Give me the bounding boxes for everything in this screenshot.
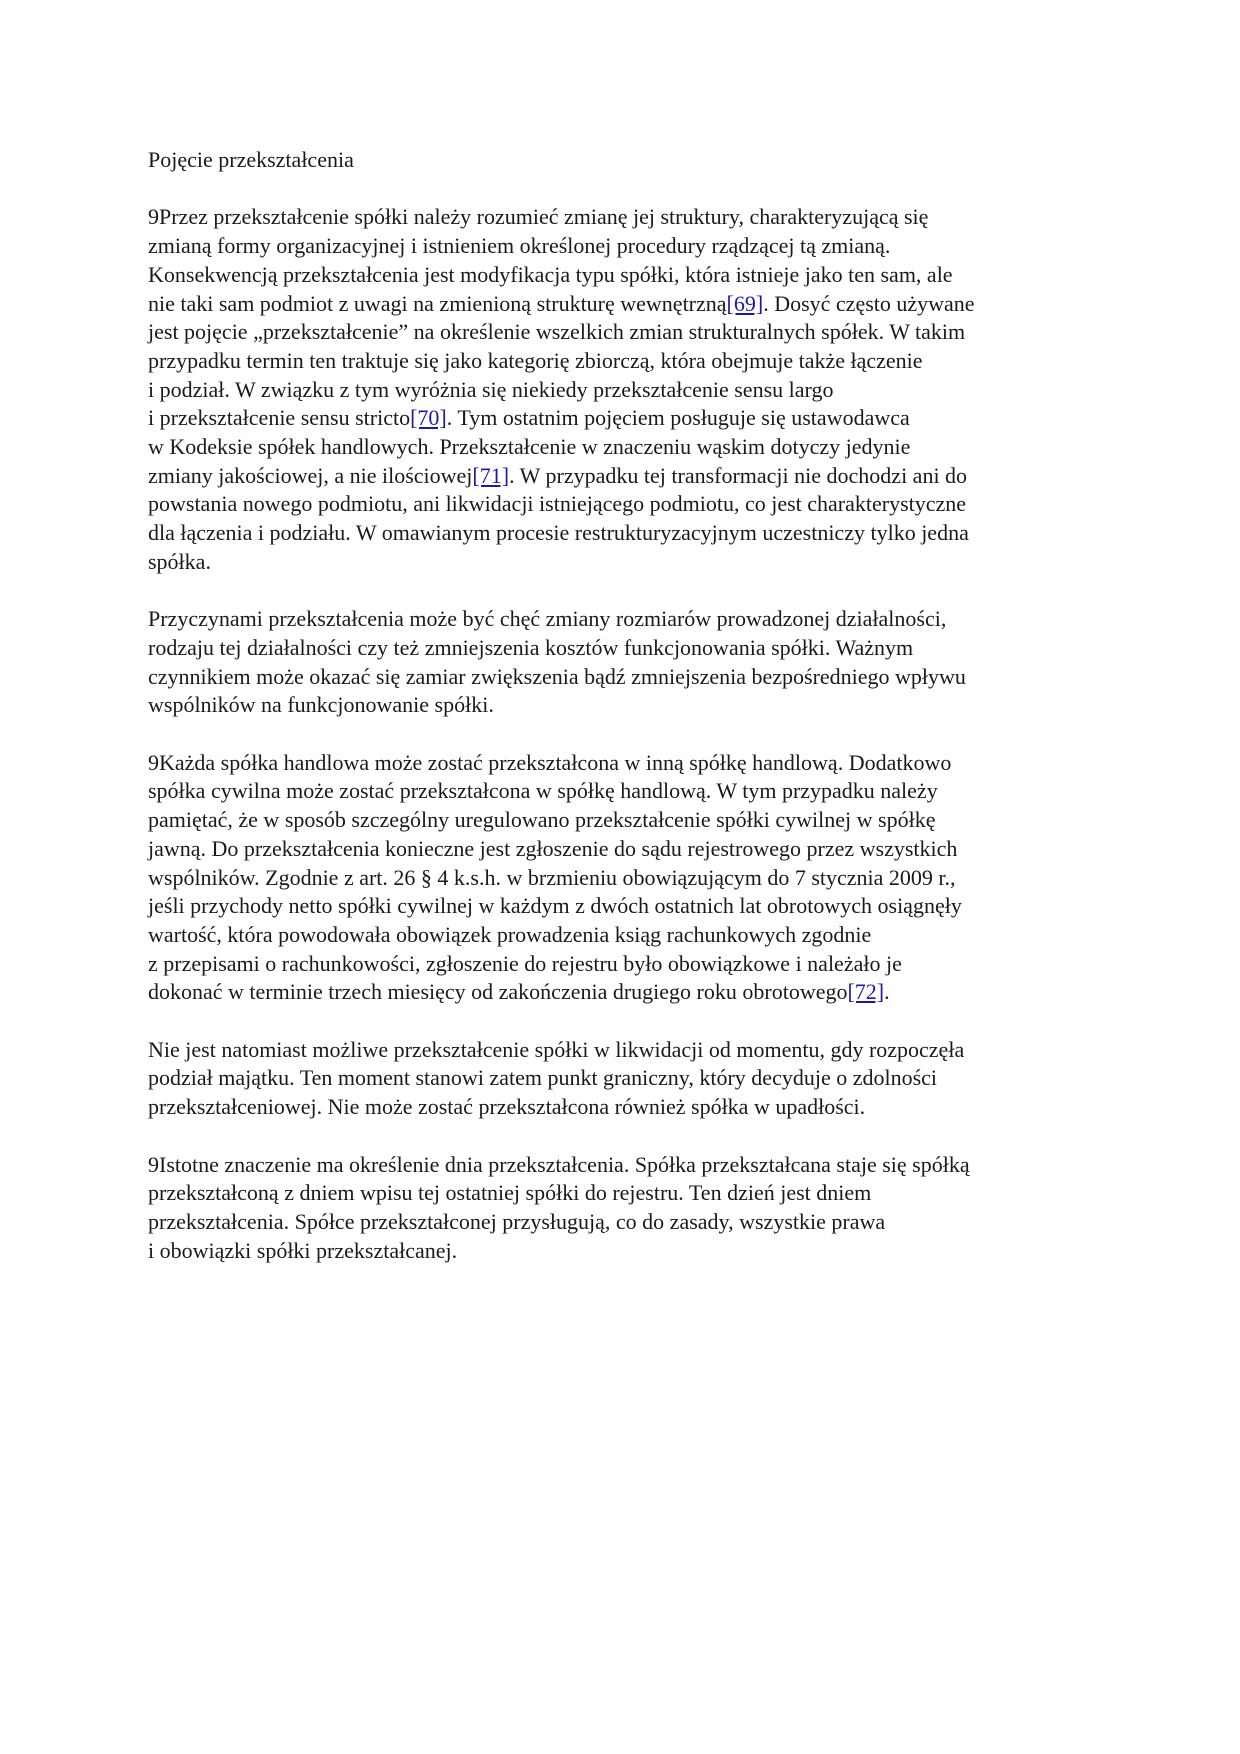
- text-line: [148, 490, 1088, 519]
- text-line: [148, 548, 1088, 577]
- text-line: [148, 921, 1088, 950]
- text-line: [148, 433, 1088, 462]
- text-line: [148, 978, 1088, 1007]
- text-segment: i podział. W związku z tym wyróżnia się niekiedy przekształcenie sensu largo: [148, 376, 834, 402]
- text-segment: 9Istotne znaczenie ma określenie dnia przekształcenia. Spółka przekształcana staje się spółką: [148, 1151, 970, 1177]
- text-segment: wspólników. Zgodnie z art. 26 § 4 k.s.h. w brzmieniu obowiązującym do 7 stycznia 2009 r.,: [148, 864, 956, 890]
- text-segment: jest pojęcie „przekształcenie” na określenie wszelkich zmian strukturalnych spółek. W takim: [148, 319, 966, 345]
- text-line: [148, 519, 1088, 548]
- text-line: [148, 835, 1088, 864]
- text-line: [148, 1093, 1088, 1122]
- text-segment: dokonać w terminie trzech miesięcy od zakończenia drugiego roku obrotowego: [148, 979, 848, 1005]
- text-segment: w Kodeksie spółek handlowych. Przekształcenie w znaczeniu wąskim dotyczy jedynie: [148, 434, 911, 460]
- text-line: [148, 950, 1088, 979]
- text-line: [148, 864, 1088, 893]
- text-segment: przypadku termin ten traktuje się jako kategorię zbiorczą, która obejmuje także łączenie: [148, 347, 923, 373]
- text-line: [148, 1237, 1088, 1266]
- text-segment: przekształcenia. Spółce przekształconej przysługują, co do zasady, wszystkie prawa: [148, 1208, 886, 1234]
- text-line: [148, 1151, 1088, 1180]
- footnote-link[interactable]: [69]: [726, 290, 764, 316]
- text-segment: powstania nowego podmiotu, ani likwidacji istniejącego podmiotu, co jest charakterystyczne: [148, 491, 967, 517]
- text-segment: przekształceniowej. Nie może zostać przekształcona również spółka w upadłości.: [148, 1094, 866, 1120]
- text-segment: i obowiązki spółki przekształcanej.: [148, 1237, 458, 1263]
- text-segment: jawną. Do przekształcenia konieczne jest zgłoszenie do sądu rejestrowego przez wszystkich: [148, 835, 958, 861]
- text-line: [148, 749, 1088, 778]
- paragraph: [148, 605, 1088, 720]
- text-segment: podział majątku. Ten moment stanowi zatem punkt graniczny, który decyduje o zdolności: [148, 1065, 938, 1091]
- text-segment: .: [884, 979, 890, 1005]
- document-page: [148, 146, 1088, 1265]
- document-body: [148, 203, 1088, 1265]
- paragraph-spacer: [148, 175, 1088, 204]
- text-line: [148, 290, 1088, 319]
- text-line: [148, 232, 1088, 261]
- text-segment: Konsekwencją przekształcenia jest modyfikacja typu spółki, która istnieje jako ten sam, ale: [148, 261, 953, 287]
- paragraph-spacer: [148, 720, 1088, 749]
- text-line: [148, 203, 1088, 232]
- text-segment: zmianą formy organizacyjnej i istnieniem określonej procedury rządzącej tą zmianą.: [148, 233, 891, 259]
- text-segment: rodzaju tej działalności czy też zmniejszenia kosztów funkcjonowania spółki. Ważnym: [148, 634, 914, 660]
- text-segment: i przekształcenie sensu stricto: [148, 405, 411, 431]
- text-segment: wartość, która powodowała obowiązek prowadzenia ksiąg rachunkowych zgodnie: [148, 921, 872, 947]
- text-line: [148, 462, 1088, 491]
- text-line: [148, 892, 1088, 921]
- paragraph: [148, 1036, 1088, 1122]
- text-line: [148, 404, 1088, 433]
- text-segment: wspólników na funkcjonowanie spółki.: [148, 692, 494, 718]
- paragraph-spacer: [148, 1122, 1088, 1151]
- text-segment: czynnikiem może okazać się zamiar zwiększenia bądź zmniejszenia bezpośredniego wpływu: [148, 663, 966, 689]
- paragraph: [148, 203, 1088, 576]
- paragraph: [148, 749, 1088, 1007]
- text-segment: 9Każda spółka handlowa może zostać przekształcona w inną spółkę handlową. Dodatkowo: [148, 749, 952, 775]
- text-line: [148, 1179, 1088, 1208]
- footnote-link[interactable]: [72]: [847, 979, 885, 1005]
- text-segment: Przyczynami przekształcenia może być chęć zmiany rozmiarów prowadzonej działalności,: [148, 606, 947, 632]
- text-segment: przekształconą z dniem wpisu tej ostatniej spółki do rejestru. Ten dzień jest dniem: [148, 1180, 872, 1206]
- text-segment: . Tym ostatnim pojęciem posługuje się ustawodawca: [446, 405, 910, 431]
- footnote-link[interactable]: [70]: [410, 405, 447, 431]
- paragraph-spacer: [148, 577, 1088, 606]
- text-line: [148, 605, 1088, 634]
- text-line: [148, 806, 1088, 835]
- text-segment: jeśli przychody netto spółki cywilnej w każdym z dwóch ostatnich lat obrotowych osiągnęły: [148, 893, 962, 919]
- text-segment: . Dosyć często używane: [763, 290, 975, 316]
- text-line: [148, 347, 1088, 376]
- text-segment: spółka cywilna może zostać przekształcona w spółkę handlową. W tym przypadku należy: [148, 778, 938, 804]
- text-segment: . W przypadku tej transformacji nie dochodzi ani do: [509, 462, 968, 488]
- text-segment: Nie jest natomiast możliwe przekształcenie spółki w likwidacji od momentu, gdy rozpoczęła: [148, 1036, 965, 1062]
- text-line: [148, 318, 1088, 347]
- footnote-link[interactable]: [71]: [472, 462, 510, 488]
- text-segment: z przepisami o rachunkowości, zgłoszenie do rejestru było obowiązkowe i należało je: [148, 950, 902, 976]
- text-segment: pamiętać, że w sposób szczególny uregulowano przekształcenie spółki cywilnej w spółkę: [148, 807, 936, 833]
- paragraph-spacer: [148, 1007, 1088, 1036]
- text-line: [148, 1208, 1088, 1237]
- document-title: Pojęcie przekształcenia: [148, 147, 354, 172]
- text-line: [148, 663, 1088, 692]
- text-line: [148, 691, 1088, 720]
- text-line: [148, 777, 1088, 806]
- text-segment: nie taki sam podmiot z uwagi na zmienioną strukturę wewnętrzną: [148, 290, 727, 316]
- text-segment: 9Przez przekształcenie spółki należy rozumieć zmianę jej struktury, charakteryzującą się: [148, 204, 929, 230]
- text-line: [148, 1064, 1088, 1093]
- text-line: [148, 261, 1088, 290]
- text-line: [148, 634, 1088, 663]
- text-segment: zmiany jakościowej, a nie ilościowej: [148, 462, 473, 488]
- text-segment: dla łączenia i podziału. W omawianym procesie restrukturyzacyjnym uczestniczy tylko jedna: [148, 520, 969, 546]
- text-segment: spółka.: [148, 548, 211, 574]
- text-line: [148, 1036, 1088, 1065]
- text-line: [148, 376, 1088, 405]
- paragraph: [148, 1151, 1088, 1266]
